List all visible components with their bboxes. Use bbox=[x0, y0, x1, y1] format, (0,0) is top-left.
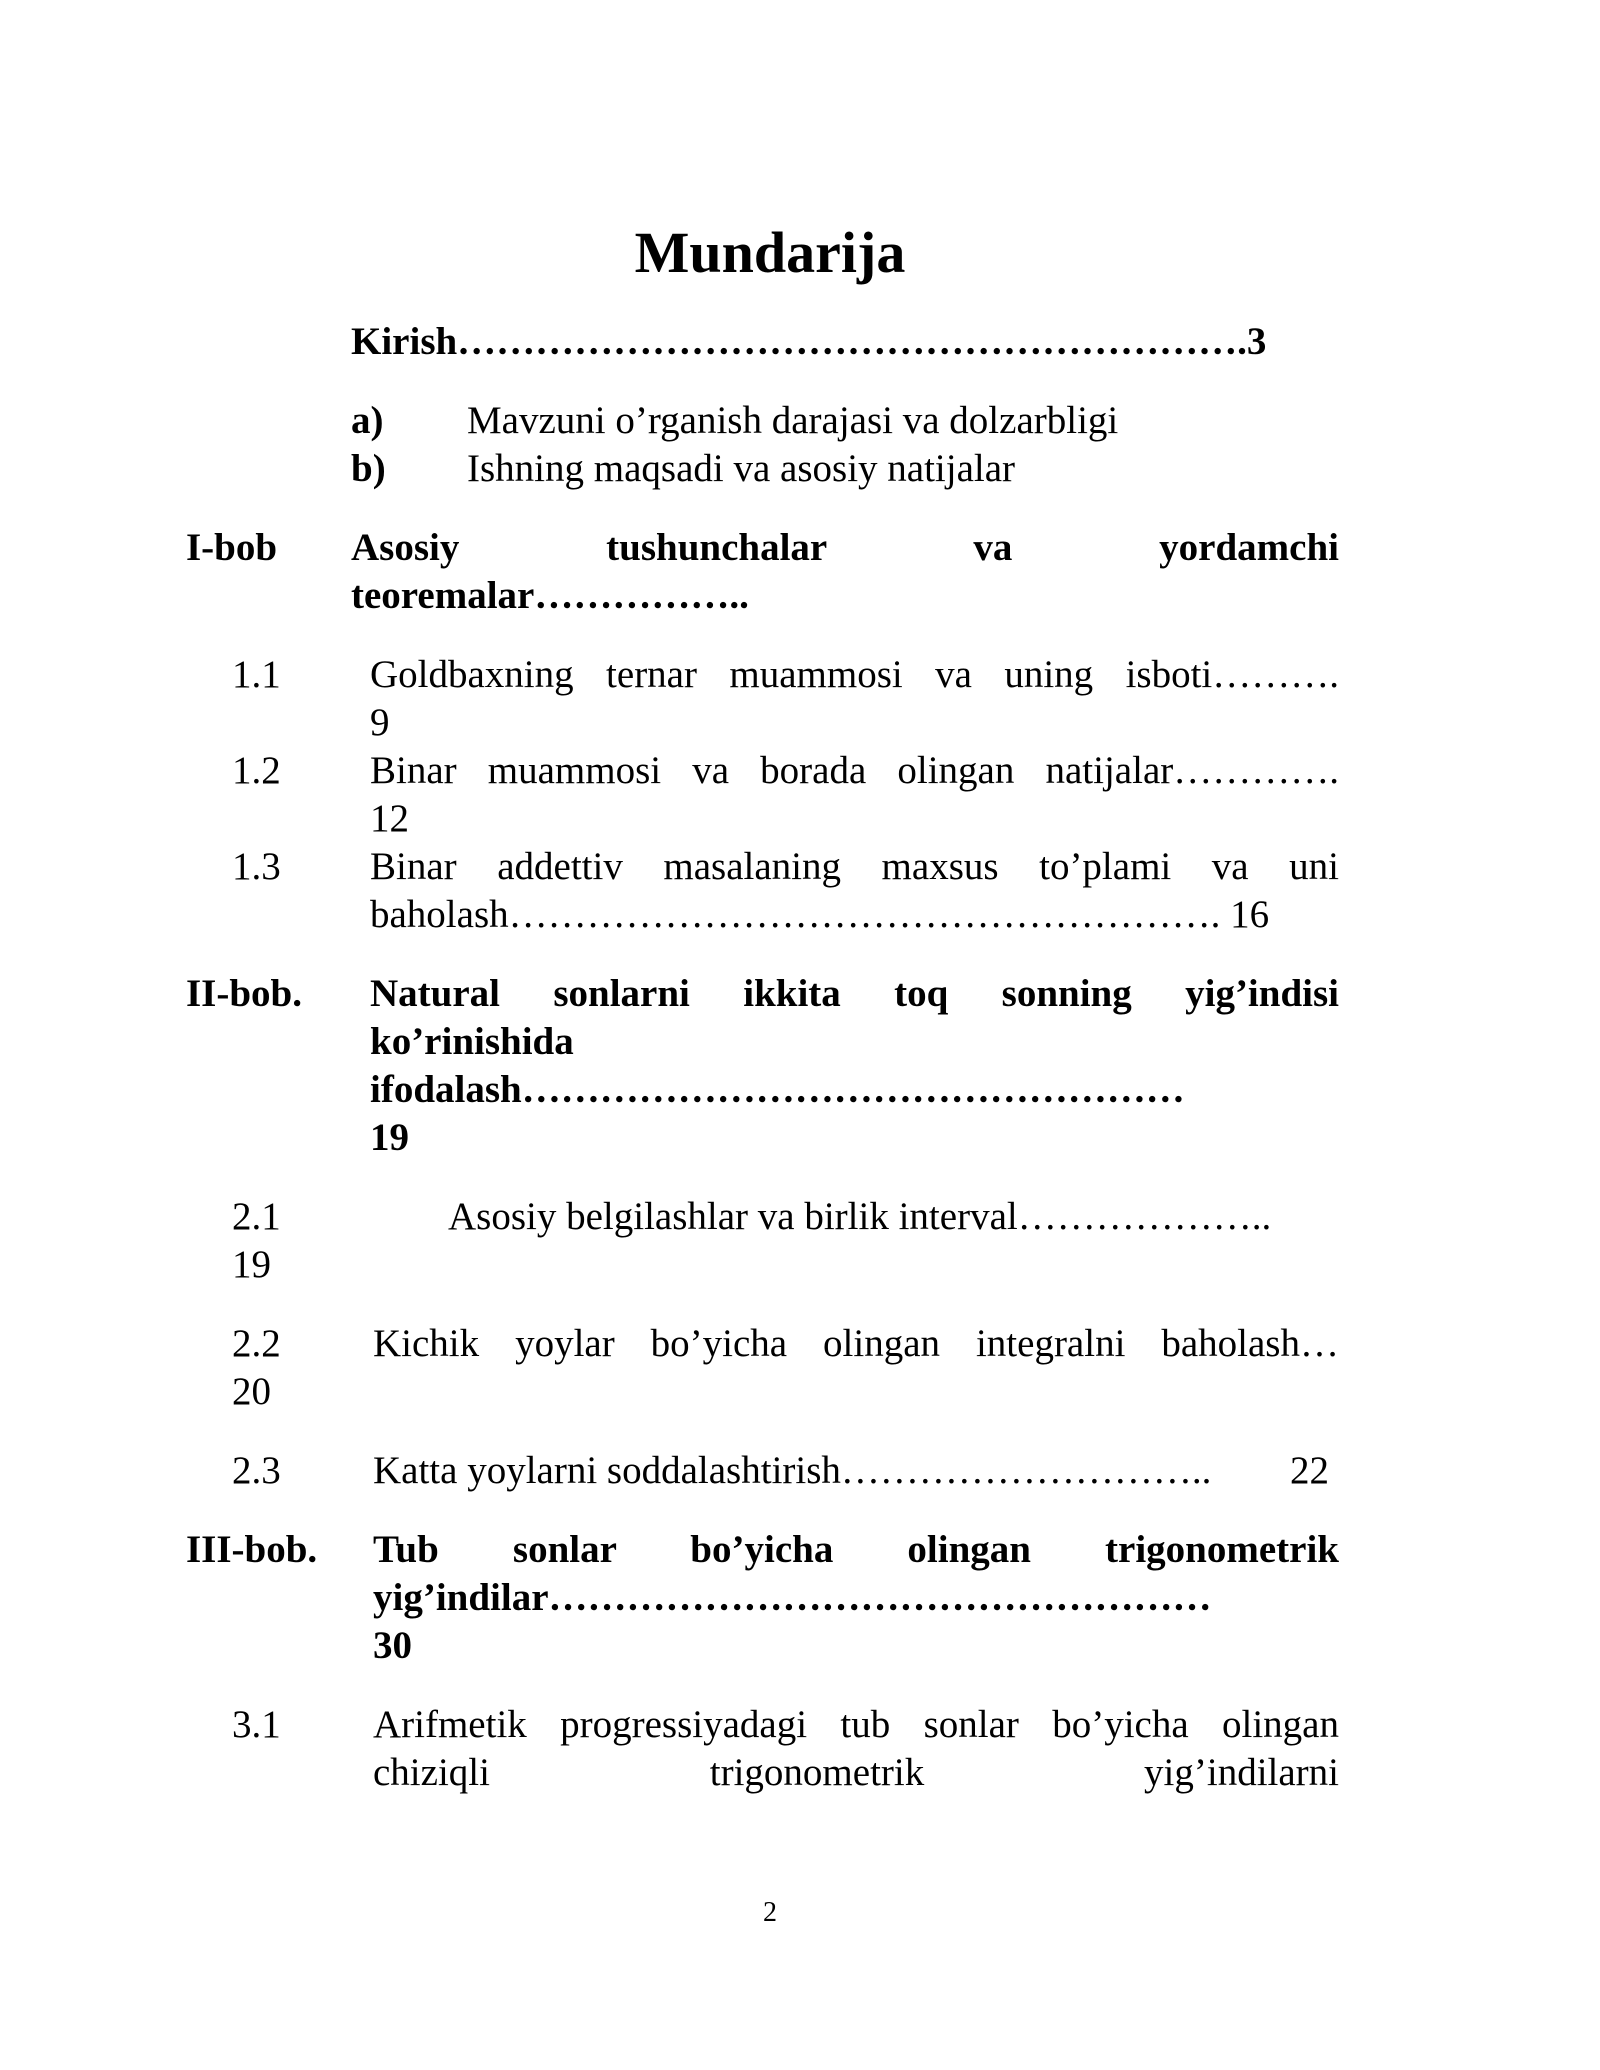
toc-section-2-3-line1: Katta yoylarni soddalashtirish……………………….. bbox=[373, 1449, 1212, 1492]
toc-intro-item-b-marker: b) bbox=[351, 447, 386, 490]
toc-chapter3-label: III-bob. bbox=[186, 1528, 318, 1571]
toc-chapter3-title-line1: Tub sonlar bo’yicha olingan trigonometrik bbox=[373, 1528, 1339, 1571]
toc-intro-heading: Kirish…………………………………………………….3 bbox=[351, 320, 1267, 363]
toc-section-3-1-num: 3.1 bbox=[232, 1703, 281, 1746]
toc-chapter2-title-line3: ifodalash…………………………………………… bbox=[370, 1068, 1185, 1111]
toc-intro-item-a-text: Mavzuni o’rganish darajasi va dolzarbligi bbox=[467, 399, 1119, 442]
toc-chapter1-title-line2: teoremalar…………….. bbox=[351, 574, 749, 617]
toc-section-2-1-line1: Asosiy belgilashlar va birlik interval……………….. bbox=[448, 1195, 1272, 1238]
toc-section-2-2-line1: Kichik yoylar bo’yicha olingan integralni baholash… bbox=[373, 1322, 1339, 1365]
toc-chapter3-title-line2: yig’indilar…………………………………………… bbox=[373, 1576, 1212, 1619]
toc-section-1-3-line1: Binar addettiv masalaning maxsus to’plami va uni bbox=[370, 845, 1339, 888]
page-number: 2 bbox=[763, 1897, 777, 1928]
toc-section-3-1-line2: chiziqli trigonometrik yig’indilarni bbox=[373, 1751, 1339, 1794]
toc-chapter3-page: 30 bbox=[373, 1624, 412, 1667]
toc-section-1-1-page: 9 bbox=[370, 701, 390, 744]
toc-section-2-1-num: 2.1 bbox=[232, 1195, 281, 1238]
toc-section-2-3-page: 22 bbox=[1290, 1449, 1329, 1492]
toc-chapter1-title-line1: Asosiy tushunchalar va yordamchi bbox=[351, 526, 1339, 569]
toc-section-2-1-page: 19 bbox=[232, 1243, 271, 1286]
toc-section-2-2-num: 2.2 bbox=[232, 1322, 281, 1365]
toc-section-3-1-line1: Arifmetik progressiyadagi tub sonlar bo’yicha olingan bbox=[373, 1703, 1339, 1746]
toc-chapter2-label: II-bob. bbox=[186, 972, 302, 1015]
toc-chapter1-label: I-bob bbox=[186, 526, 278, 569]
toc-intro-item-b-text: Ishning maqsadi va asosiy natijalar bbox=[467, 447, 1016, 490]
toc-chapter2-title-line1: Natural sonlarni ikkita toq sonning yig’indisi bbox=[370, 972, 1339, 1015]
toc-section-2-2-page: 20 bbox=[232, 1370, 271, 1413]
toc-chapter2-page: 19 bbox=[370, 1116, 409, 1159]
toc-section-1-1-num: 1.1 bbox=[232, 653, 281, 696]
toc-intro-item-a-marker: a) bbox=[351, 399, 384, 442]
toc-section-2-3-num: 2.3 bbox=[232, 1449, 281, 1492]
toc-section-1-2-line1: Binar muammosi va borada olingan natijalar…………. bbox=[370, 749, 1339, 792]
toc-section-1-2-num: 1.2 bbox=[232, 749, 281, 792]
toc-section-1-3-num: 1.3 bbox=[232, 845, 281, 888]
toc-chapter2-title-line2: ko’rinishida bbox=[370, 1020, 574, 1063]
toc-section-1-1-line1: Goldbaxning ternar muammosi va uning isboti………. bbox=[370, 653, 1339, 696]
toc-section-1-2-page: 12 bbox=[370, 797, 409, 840]
toc-section-1-3-line2: baholash………………………………………………. 16 bbox=[370, 893, 1270, 936]
page-title: Mundarija bbox=[634, 220, 906, 285]
